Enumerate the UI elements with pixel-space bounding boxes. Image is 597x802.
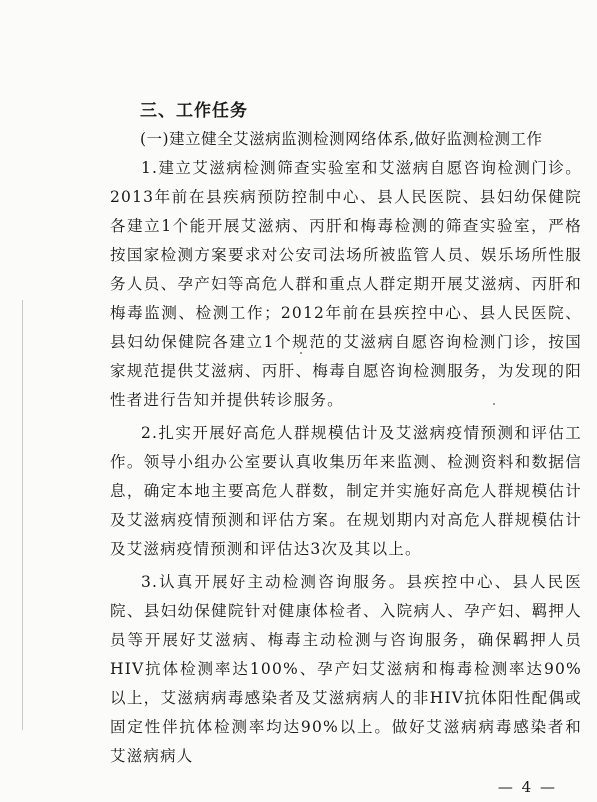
scan-margin-line: [22, 300, 23, 730]
page-number: — 4 —: [497, 778, 557, 796]
subsection-heading: (一)建立健全艾滋病监测检测网络体系,做好监测检测工作: [140, 130, 543, 148]
paragraph-1: 1.建立艾滋病检测筛查实验室和艾滋病自愿咨询检测门诊。2013年前在县疾病预防控制中心、县人民医院、县妇幼保健院各建立1个能开展艾滋病、丙肝和梅毒检测的筛查实验室，严格按国家检测方案要求对公安司法场所被监管人员、娱乐场所性服务人员、孕产妇等高危人群和重点人群定期开展艾滋病、丙肝和梅毒监测、检测工作；2012年前在县疾控中心、县人民医院、县妇幼保健院各建立1个规范的艾滋病自愿咨询检测门诊，按国家规范提供艾滋病、丙肝、梅毒自愿咨询检测服务，为发现的阳性者进行告知并提供转诊服务。: [110, 159, 582, 409]
document-body: [110, 154, 582, 775]
paragraph-3: 3.认真开展好主动检测咨询服务。县疾控中心、县人民医院、县妇幼保健院针对健康体检者、入院病人、孕产妇、羁押人员等开展好艾滋病、梅毒主动检测与咨询服务，确保羁押人员HIV抗体检测率达100%、孕产妇艾滋病和梅毒检测率达90%以上，艾滋病病毒感染者及艾滋病病人的非HIV抗体阳性配偶或固定性伴抗体检测率均达90%以上。做好艾滋病病毒感染者和艾滋病病人: [110, 573, 582, 765]
paragraph-2: 2.扎实开展好高危人群规模估计及艾滋病疫情预测和评估工作。领导小组办公室要认真收集历年来监测、检测资料和数据信息，确定本地主要高危人群数，制定并实施好高危人群规模估计及艾滋病疫情预测和评估方案。在规划期内对高危人群规模估计及艾滋病疫情预测和评估达3次及其以上。: [110, 424, 582, 558]
section-heading: 三、工作任务: [140, 101, 248, 121]
